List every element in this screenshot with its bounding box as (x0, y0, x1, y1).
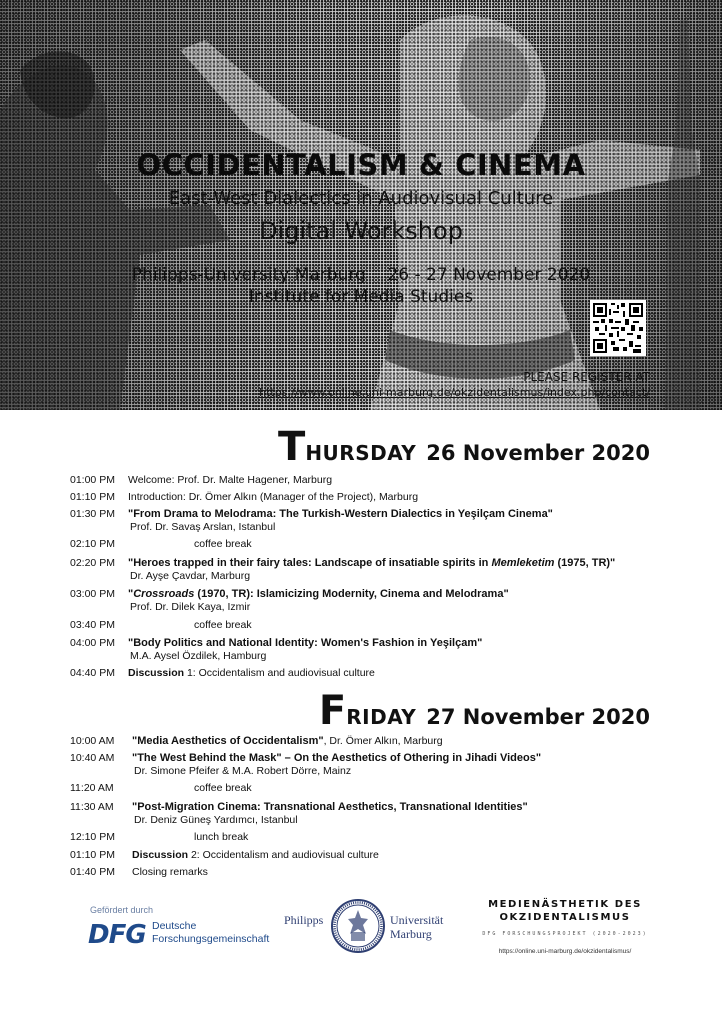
day-name: HURSDAY (305, 441, 417, 465)
time-slot: 03:40 PM (70, 619, 115, 631)
project-url[interactable]: https://online.uni-marburg.de/okzidentalismus/ (498, 948, 632, 955)
break-item: coffee break (194, 619, 252, 631)
time-slot: 10:00 AM (70, 735, 115, 747)
funded-by-label: Gefördert durch (90, 905, 154, 915)
dfg-name (152, 920, 269, 946)
time-slot: 01:00 PM (70, 474, 115, 486)
talk-title (128, 588, 509, 600)
discussion-topic: 2: Occidentalism and audiovisual culture (188, 849, 379, 861)
talk-title: "Body Politics and National Identity: Women's Fashion in Yeşilçam" (128, 637, 483, 649)
talk-title-part: " (128, 588, 134, 600)
project-subtitle: DFG FORSCHUNGSPROJEKT (2020-2023) (482, 931, 648, 937)
time-slot: 01:40 PM (70, 866, 115, 878)
sponsor-footer (0, 890, 722, 1024)
poster-title: OCCIDENTALISM & CINEMA (136, 148, 586, 182)
schedule-item: Closing remarks (132, 866, 208, 878)
talk-title: "From Drama to Melodrama: The Turkish-Western Dialectics in Yeşilçam Cinema" (128, 508, 553, 520)
time-slot: 10:40 AM (70, 752, 115, 764)
talk-speaker: Dr. Ayşe Çavdar, Marburg (130, 570, 251, 582)
talk-speaker: , Dr. Ömer Alkın, Marburg (323, 735, 443, 747)
qr-code-icon[interactable] (590, 300, 646, 356)
talk-title: "The West Behind the Mask" – On the Aesthetics of Othering in Jihadi Videos" (132, 752, 542, 764)
talk-speaker: Prof. Dr. Savaş Arslan, Istanbul (130, 521, 276, 533)
university-name-line: Universität (390, 913, 444, 927)
discussion-item (128, 667, 708, 679)
film-title: Memleketim (491, 557, 555, 569)
dfg-name-line: Deutsche (152, 920, 197, 932)
talk-entry (128, 588, 708, 613)
register-label: PLEASE REGISTER AT (523, 370, 650, 384)
talk-speaker: M.A. Aysel Özdilek, Hamburg (130, 650, 267, 662)
discussion-label: Discussion (132, 849, 189, 861)
dfg-logo: DFG (88, 920, 146, 950)
talk-title: "Post-Migration Cinema: Transnational Aesthetics, Transnational Identities" (132, 801, 528, 813)
break-item: coffee break (194, 782, 252, 794)
event-institute: Institute for Media Studies (248, 287, 474, 307)
day-date: 27 November 2020 (426, 705, 650, 729)
film-title: Crossroads (133, 588, 195, 600)
talk-speaker: Dr. Simone Pfeifer & M.A. Robert Dörre, Mainz (134, 765, 352, 777)
event-type: Digital Workshop (259, 217, 463, 245)
talk-speaker: Dr. Deniz Güneş Yardımcı, Istanbul (134, 814, 298, 826)
time-slot: 11:30 AM (70, 801, 114, 813)
university-name-right (390, 913, 443, 941)
break-item: lunch break (194, 831, 249, 843)
dfg-name-line: Forschungsgemeinschaft (152, 933, 270, 945)
talk-title: "Media Aesthetics of Occidentalism" (132, 735, 324, 747)
university-seal-icon (330, 898, 386, 954)
time-slot: 02:20 PM (70, 557, 115, 569)
time-slot: 12:10 PM (70, 831, 115, 843)
thursday-heading (0, 424, 650, 470)
discussion-item (132, 849, 712, 861)
event-location-date: Philipps-University Marburg 26 - 27 November 2020 (131, 265, 591, 285)
discussion-label: Discussion (128, 667, 185, 679)
day-initial: T (278, 424, 306, 470)
university-name-line: Marburg (390, 927, 432, 941)
time-slot: 02:10 PM (70, 538, 115, 550)
time-slot: 11:20 AM (70, 782, 114, 794)
talk-title-part: (1970, TR): Islamicizing Modernity, Cinema and Melodrama" (194, 588, 509, 600)
hero-banner (0, 0, 722, 410)
time-slot: 01:10 PM (70, 491, 115, 503)
schedule-item: Welcome: Prof. Dr. Malte Hagener, Marburg (128, 474, 333, 486)
schedule-item: Introduction: Dr. Ömer Alkın (Manager of the Project), Marburg (128, 491, 419, 503)
discussion-topic: 1: Occidentalism and audiovisual culture (184, 667, 375, 679)
talk-entry (128, 637, 708, 662)
day-name: RIDAY (346, 705, 417, 729)
talk-title-part: (1975, TR)" (554, 557, 616, 569)
time-slot: 01:10 PM (70, 849, 115, 861)
time-slot: 03:00 PM (70, 588, 115, 600)
project-title (455, 898, 675, 924)
poster-subtitle: East-West Dialectics in Audiovisual Culture (168, 188, 554, 209)
time-slot: 01:30 PM (70, 508, 115, 520)
talk-entry (128, 508, 708, 533)
university-name-left: Philipps (284, 913, 324, 927)
time-slot: 04:40 PM (70, 667, 115, 679)
talk-title (128, 557, 615, 569)
talk-speaker: Prof. Dr. Dilek Kaya, Izmir (130, 601, 251, 613)
project-title-line: MEDIENÄSTHETIK DES (488, 899, 642, 910)
talk-entry (132, 735, 712, 747)
talk-title-part: "Heroes trapped in their fairy tales: Landscape of insatiable spirits in (128, 557, 492, 569)
time-slot: 04:00 PM (70, 637, 115, 649)
friday-heading (0, 688, 650, 734)
break-item: coffee break (194, 538, 252, 550)
project-title-line: OKZIDENTALISMUS (499, 912, 631, 923)
talk-entry (132, 752, 712, 777)
day-initial: F (318, 688, 347, 734)
day-date: 26 November 2020 (426, 441, 650, 465)
register-link[interactable]: https://www.online.uni-marburg.de/okzidentalismus/index.php/contact/ (259, 386, 650, 399)
talk-entry (128, 557, 708, 582)
talk-entry (132, 801, 712, 826)
